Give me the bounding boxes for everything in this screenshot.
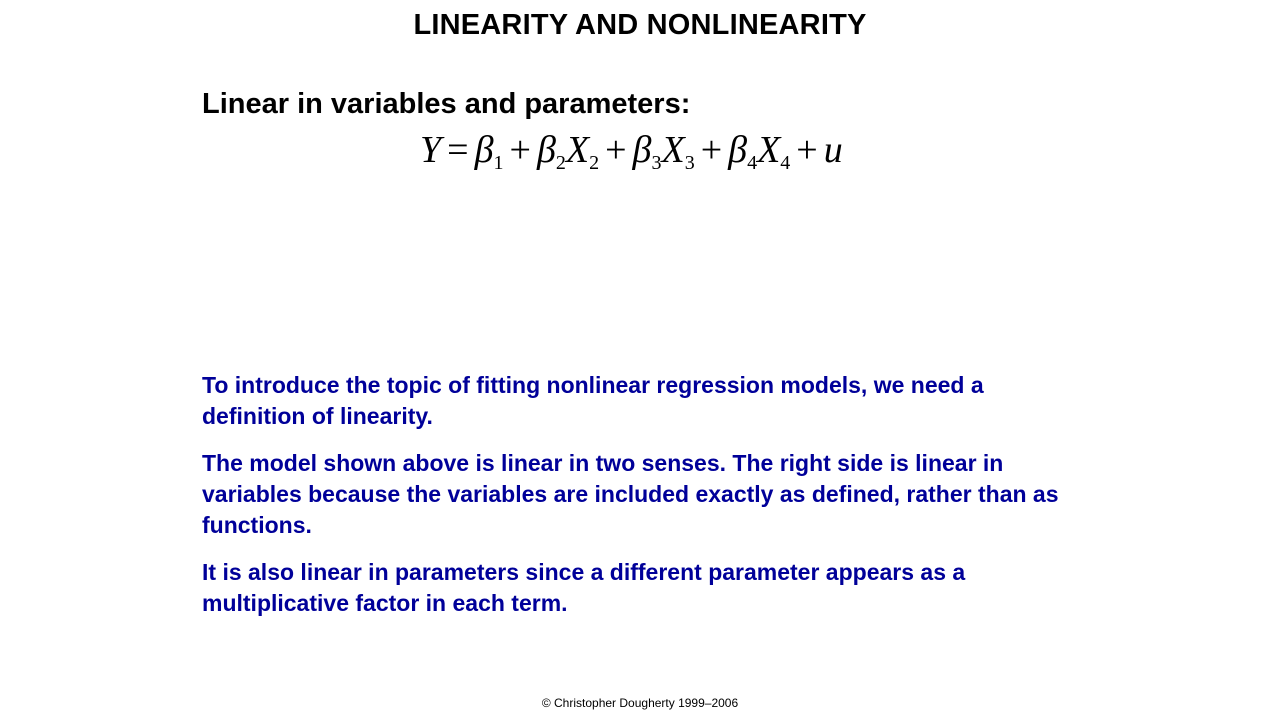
equation-error-term: u [823,129,843,171]
equation-plus-4: + [796,129,818,171]
equation-lhs: Y [420,129,442,171]
equation-term-2-var-sub: 2 [589,152,600,174]
equation-plus-1: + [509,129,531,171]
copyright-footer: © Christopher Dougherty 1999–2006 [541,696,739,710]
equation-term-4-coef: β [728,129,748,171]
equation-term-2-var: X [565,129,590,171]
equation-term-1-coef: β [474,129,494,171]
equation-term-2-coef: β [536,129,556,171]
equation-equals: = [447,129,469,171]
equation-term-4-var-sub: 4 [780,152,791,174]
equation-term-4-var: X [757,129,781,171]
slide-title: LINEARITY AND NONLINEARITY [413,9,867,41]
paragraph-1: To introduce the topic of fitting nonlinear regression models, we need a definition of linearity. [202,372,984,429]
equation-term-1-coef-sub: 1 [493,152,504,174]
regression-equation [420,128,843,175]
equation-term-3-coef: β [632,129,652,171]
explanation-text [202,370,1082,635]
equation-plus-2: + [605,129,627,171]
equation-term-2-coef-sub: 2 [555,152,566,174]
slide-subtitle: Linear in variables and parameters: [202,88,691,120]
equation-plus-3: + [700,129,723,171]
equation-term-3-var-sub: 3 [684,152,695,174]
paragraph-2: The model shown above is linear in two senses. The right side is linear in variables because the variables are included exactly as defined, rather than as functions. [202,450,1059,538]
paragraph-3: It is also linear in parameters since a different parameter appears as a multiplicative factor in each term. [202,559,966,616]
equation-term-4-coef-sub: 4 [747,152,758,174]
equation-term-3-coef-sub: 3 [651,152,662,174]
equation-term-3-var: X [661,129,685,171]
